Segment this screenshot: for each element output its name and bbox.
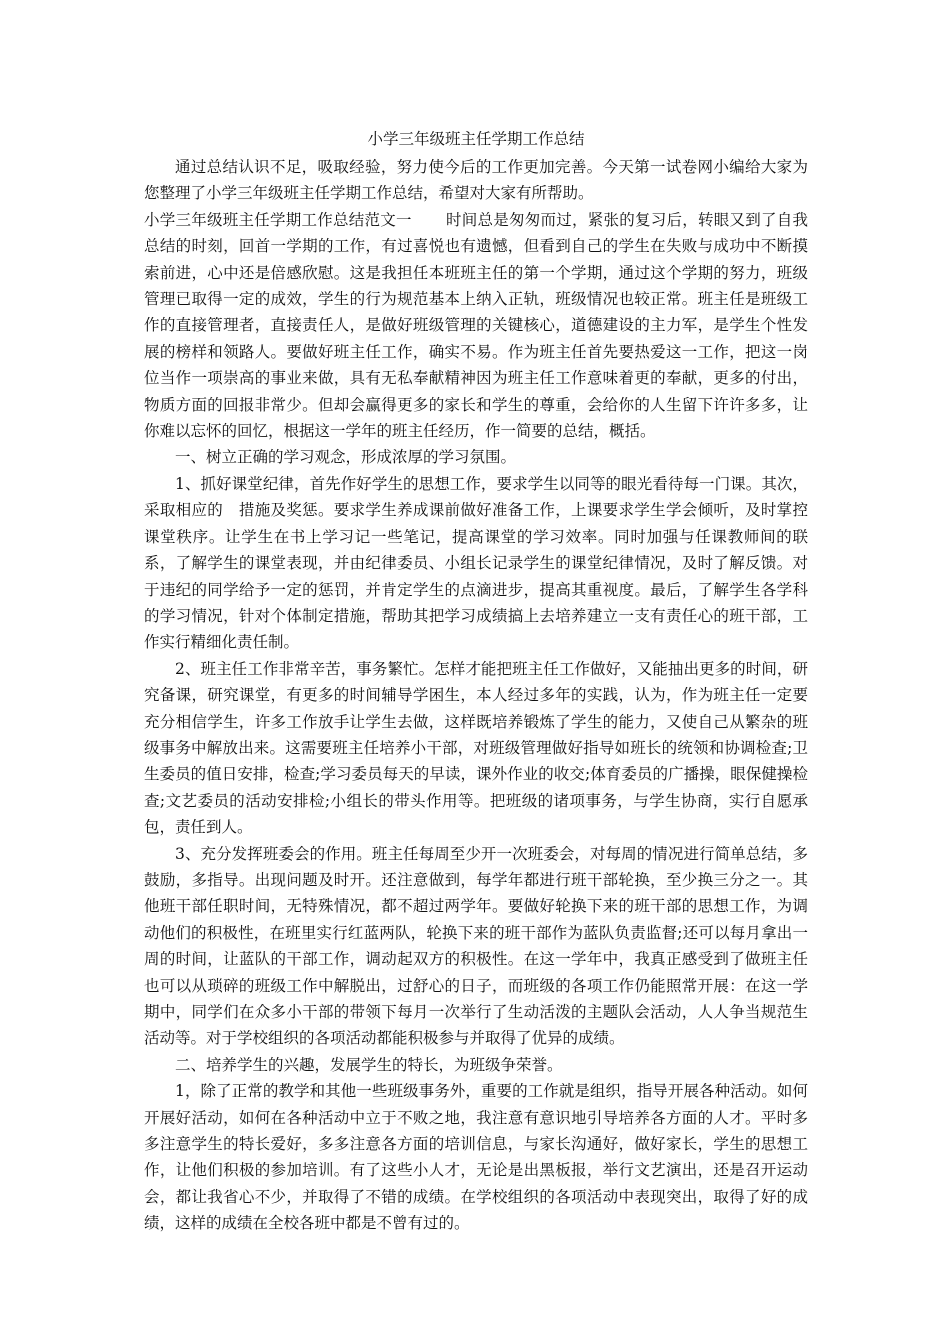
heading-two: 二、培养学生的兴趣，发展学生的特长，为班级争荣誉。 xyxy=(175,1055,563,1074)
document-title: 小学三年级班主任学期工作总结 xyxy=(367,130,585,148)
paragraph-three: 3、充分发挥班委会的作用。班主任每周至少开一次班委会，对每周的情况进行简单总结，多鼓励，多指导。出现问题及时开。还注意做到，每学年都进行班干部轮换，至少换三分之一。其他班干部任职时间，无特殊情况，都不超过两学年。要做好轮换下来的班干部的思想工作，为调动他们的积极性，在班里实行红蓝两队，轮换下来的班干部作为蓝队负责监督;还可以每月拿出一周的时间，让蓝队的干部工作，调动起双方的积极性。在这一学年中，我真正感受到了做班主任也可以从琐碎的班级工作中解脱出，过舒心的日子，而班级的各项工作仍能照常开展：在这一学期中，同学们在众多小干部的带领下每月一次举行了生动活泼的主题队会活动，人人争当规范生活动等。对于学校组织的各项活动都能积极参与并取得了优异的成绩。 xyxy=(144,844,808,1048)
heading-one: 一、树立正确的学习观念，形成浓厚的学习氛围。 xyxy=(175,448,517,467)
section-paragraph xyxy=(144,207,808,445)
document-page xyxy=(144,126,808,1237)
intro-paragraph: 通过总结认识不足，吸取经验，努力使今后的工作更加完善。今天第一试卷网小编给大家为您整理了小学三年级班主任学期工作总结，希望对大家有所帮助。 xyxy=(144,158,808,203)
section-text: 时间总是匆匆而过，紧张的复习后，转眼又到了自我总结的时刻，回首一学期的工作，有过喜悦也有遗憾，但看到自己的学生在失败与成功中不断摸索前进，心中还是倍感欣慰。这是我担任本班班主任的第一个学期，通过这个学期的努力，班级管理已取得一定的成效，学生的行为规范基本上纳入正轨，班级情况也较正常。班主任是班级工作的直接管理者，直接责任人，是做好班级管理的关键核心，道德建设的主力军，是学生个性发展的榜样和领路人。要做好班主任工作，确实不易。作为班主任首先要热爱这一工作，把这一岗位当作一项崇高的事业来做，具有无私奉献精神因为班主任工作意味着更的奉献，更多的付出，物质方面的回报非常少。但却会赢得更多的家长和学生的尊重，会给你的人生留下许许多多，让你难以忘怀的回忆，根据这一学年的班主任经历，作一简要的总结，概括。 xyxy=(144,210,808,441)
paragraph-one: 1、抓好课堂纪律，首先作好学生的思想工作，要求学生以同等的眼光看待每一门课。其次，采取相应的 措施及奖惩。要求学生养成课前做好准备工作，上课要求学生学会倾听，及时掌控课堂秩序。让学生在书上学习记一些笔记，提高课堂的学习效率。同时加强与任课教师间的联系，了解学生的课堂表现，并由纪律委员、小组长记录学生的课堂纪律情况，及时了解反馈。对于违纪的同学给予一定的惩罚，并肯定学生的点滴进步，提高其重视度。最后，了解学生各学科的学习情况，针对个体制定措施，帮助其把学习成绩搞上去培养建立一支有责任心的班干部，工作实行精细化责任制。 xyxy=(144,474,808,652)
paragraph-four: 1，除了正常的教学和其他一些班级事务外，重要的工作就是组织，指导开展各种活动。如何开展好活动，如何在各种活动中立于不败之地，我注意有意识地引导培养各方面的人才。平时多多注意学生的特长爱好，多多注意各方面的培训信息，与家长沟通好，做好家长，学生的思想工作，让他们积极的参加培训。有了这些小人才，无论是出黑板报，举行文艺演出，还是召开运动会，都让我省心不少，并取得了不错的成绩。在学校组织的各项活动中表现突出，取得了好的成绩，这样的成绩在全校各班中都是不曾有过的。 xyxy=(144,1082,808,1233)
section-heading: 小学三年级班主任学期工作总结范文一 xyxy=(144,210,412,229)
paragraph-two: 2、班主任工作非常辛苦，事务繁忙。怎样才能把班主任工作做好，又能抽出更多的时间，研究备课，研究课堂，有更多的时间辅导学困生，本人经过多年的实践，认为，作为班主任一定要充分相信学生，许多工作放手让学生去做，这样既培养锻炼了学生的能力，又使自己从繁杂的班级事务中解放出来。这需要班主任培养小干部，对班级管理做好指导如班长的统领和协调检查;卫生委员的值日安排，检查;学习委员每天的早读，课外作业的收交;体育委员的广播操，眼保健操检查;文艺委员的活动安排检;小组长的带头作用等。把班级的诸项事务，与学生协商，实行自愿承包，责任到人。 xyxy=(144,659,808,837)
